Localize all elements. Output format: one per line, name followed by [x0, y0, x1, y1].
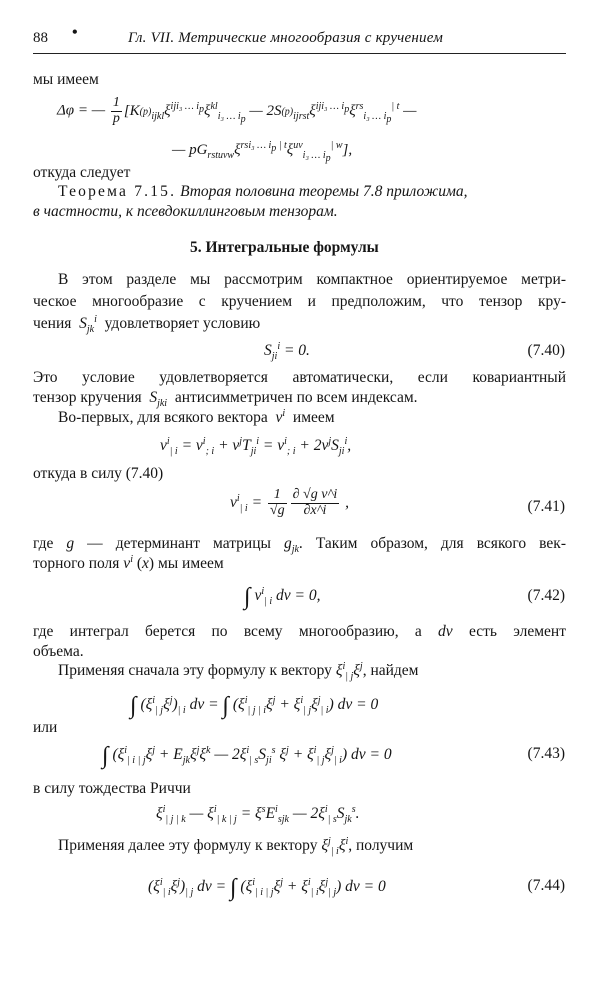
text-we-have: мы имеем: [33, 71, 99, 88]
equation-number-7-41: (7.41): [527, 498, 565, 515]
eq-741-frac-1-num: 1: [268, 488, 287, 504]
section-heading: 5. Интегральные формулы: [190, 239, 379, 256]
formula-delta-phi-line-2: — $pG_{rstuvw}\xi^{rsi_3 \dots i_p | t}\xi^{uv}_{i_3 \dots i_p}^{| w}$],: [172, 140, 353, 164]
para2-text-a: тензор кручения: [33, 389, 142, 406]
fraction-numerator: 1: [112, 95, 120, 110]
para5-line2: объема.: [33, 643, 84, 660]
equation-unnumbered-1: ∫ $(\xi^i_{| j}\xi^j)_{| i}$ dv = ∫ $(\xi^i_{| j | i}\xi^j + \xi^i_{| j}\xi^j_{| i})$ dv = 0: [130, 693, 379, 719]
torsion-symbol: $S_{jk}^i$: [75, 313, 97, 336]
para3-line1: [58, 408, 335, 429]
para4-line1: где g — детерминант матрицы $g_{jk}$. Таким образом, для всякого век-: [33, 535, 566, 556]
equation-number-7-42: (7.42): [527, 587, 565, 604]
equation-7-40: $S_{ji}^i = 0$.: [264, 340, 310, 363]
para1-line3: [33, 314, 260, 335]
text-hence-740: откуда в силу (7.40): [33, 465, 164, 482]
eq-741-frac-1: [268, 488, 287, 518]
para7-line1: Применяя далее эту формулу к вектору $\xi^j_{| i}\xi^i$, получим: [58, 835, 414, 858]
running-head: Гл. VII. Метрические многообразия с кручением: [128, 30, 443, 46]
equation-7-44: $(\xi^i_{| i}\xi^j)_{| j}$ dv = ∫ $(\xi^i_{| i | j}\xi^j + \xi^i_{| i}\xi^j_{| j})$ dv = 0: [148, 875, 386, 901]
equation-number-7-44: (7.44): [527, 877, 565, 894]
para2-line1: Это условие удовлетворяется автоматически, если ковариантный: [33, 369, 566, 386]
covariant-torsion-symbol: $S_{jki}$: [145, 389, 168, 410]
text-or: или: [33, 719, 58, 736]
text-whence-follows: откуда следует: [33, 164, 131, 181]
equation-7-43: ∫ ($\xi^i_{| i | j}\xi^j + E_{jk}\xi^j\xi^k$ — $2\xi^i_{| s}S_{ji}^s$ $\xi^j + \xi^i_{| j}\xi^j_{| i}$) dv = 0: [102, 743, 392, 769]
para1-line1: В этом разделе мы рассмотрим компактное ориентируемое метри-: [58, 271, 566, 288]
fraction-1-over-p: [111, 96, 122, 126]
para6-line1: Применяя сначала эту формулу к вектору $\xi^i_{| j}\xi^j$, найдем: [58, 660, 419, 683]
formula-delta-phi-line-1: [57, 96, 416, 126]
text-by-ricci: в силу тождества Риччи: [33, 780, 191, 797]
para3-text-b: имеем: [292, 409, 335, 426]
integral-sign: ∫: [244, 584, 251, 610]
para1-text-b: удовлетворяет условию: [104, 315, 261, 332]
eq-741-frac-2: [291, 488, 340, 518]
header-rule: [33, 53, 566, 54]
delta-phi-lhs: Δφ = —: [57, 102, 109, 119]
delta-phi-rest: [$K_{^{(p)}ijkl}\xi^{iji_3 \dots i_p}\xi^{kl}_{i_3 \dots i_p}$ — $2S_{^{(p)}ijrst}\xi^{iji_3 \dots i_p}\xi^{rs}_{i_3 \dots i_p}^{| t}$ —: [123, 100, 417, 125]
equation-divergence: $v^i_{| i} = v^i_{; i} + v^jT_{ji}^i = v^i_{; i} + 2v^jS_{ji}^i$,: [160, 435, 352, 458]
para5-line1: где интеграл берется по всему многообразию, а dv есть элемент: [33, 623, 566, 640]
page-number: 88: [33, 30, 48, 46]
eq-741-frac-2-den: ∂x^i: [303, 502, 327, 518]
eq-741-frac-1-den: √g: [269, 502, 285, 518]
vector-symbol: $v^i$: [271, 407, 286, 426]
theorem-text-1: Вторая половина теоремы 7.8 приложима,: [180, 183, 468, 200]
theorem-line-1: [58, 182, 468, 203]
theorem-line-2: в частности, к псевдокиллинговым тензорам.: [33, 203, 338, 220]
para2-line2: [33, 388, 418, 409]
equation-7-42: ∫ $v^i_{| i}$ dv = 0,: [244, 584, 321, 610]
eq-741-frac-2-num: ∂ √g v^i: [292, 487, 338, 502]
equation-number-7-40: (7.40): [527, 342, 565, 359]
equation-number-7-43: (7.43): [527, 745, 565, 762]
header-dot: •: [72, 24, 78, 41]
equation-7-41: $v^i_{| i}$ = $\frac{1}{√g}$ $\frac{\text{∂ √g v\textasciicircum{}i}}{\partial x\^{}i}$ ,: [230, 487, 349, 518]
theorem-label: Теорема 7.15.: [58, 183, 177, 200]
para2-text-b: антисимметричен по всем индексам.: [174, 389, 418, 406]
para1-text-a: чения: [33, 315, 72, 332]
eq-741-lhs: $v^i_{| i}$ =: [230, 492, 266, 514]
equation-ricci-identity: $\xi^i_{| j | k}$ — $\xi^i_{| k | j} = \xi^sE^i_{sjk}$ — $2\xi^i_{| s}S_{jk}^s$.: [156, 803, 360, 826]
para3-text-a: Во-первых, для всякого вектора: [58, 409, 268, 426]
para1-line2: ческое многообразие с кручением и предположим, что тензор кру-: [33, 293, 566, 310]
para4-line2: торного поля $v^i$ (x) мы имеем: [33, 553, 224, 572]
fraction-denominator: p: [112, 110, 120, 126]
